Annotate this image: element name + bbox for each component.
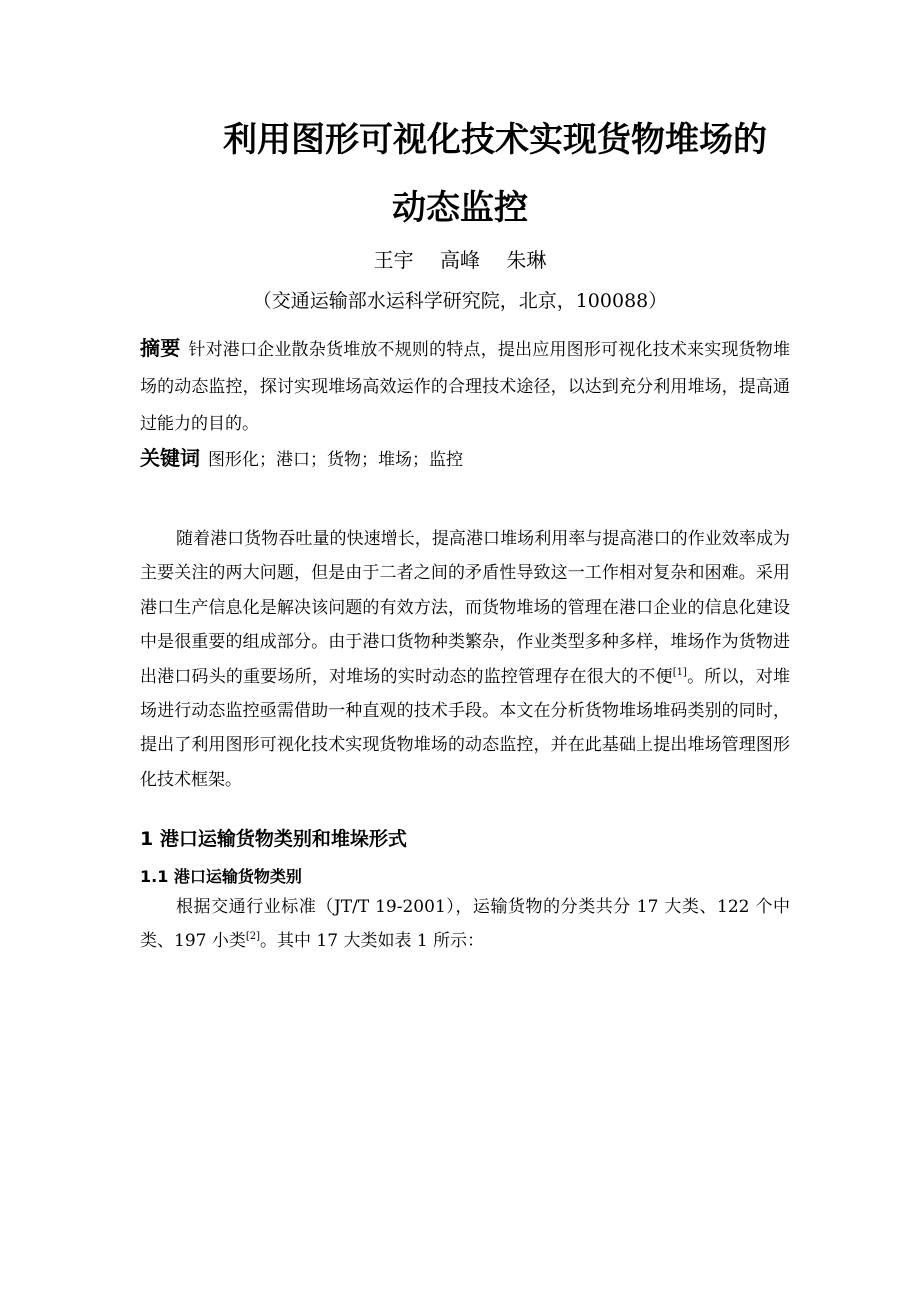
author-name: 高峰 [440,248,480,272]
abstract-text: 针对港口企业散杂货堆放不规则的特点，提出应用图形可视化技术来实现货物堆场的动态监控，探讨实现堆场高效运作的合理技术途径，以达到充分利用堆场，提高通过能力的目的。 [140,340,791,434]
section-1-1-paragraph [140,890,790,958]
intro-text-part-1: 随着港口货物吞吐量的快速增长，提高港口堆场利用率与提高港口的作业效率成为主要关注的两大问题，但是由于二者之间的矛盾性导致这一工作相对复杂和困难。采用港口生产信息化是解决该问题的有效方法，而货物堆场的管理在港口企业的信息化建设中是很重要的组成部分。由于港口货物种类繁杂，作业类型多种多样，堆场作为货物进出港口码头的重要场所，对堆场的实时动态的监控管理存在很大的不便 [140,529,790,687]
affiliation: （交通运输部水运科学研究院，北京，100088） [252,290,668,312]
intro-paragraph [140,522,790,797]
author-name: 朱琳 [506,248,547,272]
paper-title-line-2: 动态监控 [392,188,528,228]
abstract-block [140,330,790,443]
author-name: 王宇 [373,248,414,272]
section-1-1-text-part-1: 根据交通行业标准（JT/T 19-2001），运输货物的分类共分 17 大类、122 个中类、197 小类 [140,897,790,951]
section-1-1-text-part-2: 。其中 17 大类如表 1 所示： [260,931,485,951]
abstract-label: 摘要 [140,336,181,360]
keywords-block [140,440,790,479]
keywords-label: 关键词 [140,446,200,470]
intro-text-part-2: 。所以，对堆场进行动态监控亟需借助一种直观的技术手段。本文在分析货物堆场堆码类别的同时，提出了利用图形可视化技术实现货物堆场的动态监控，并在此基础上提出堆场管理图形化技术框架。 [140,666,791,790]
citation-ref-2: [2] [245,931,261,942]
citation-ref-1: [1] [672,666,687,678]
paper-title-line-1: 利用图形可视化技术实现货物堆场的 [223,120,767,160]
author-list [0,244,920,273]
section-heading-1-1: 1.1 港口运输货物类别 [140,867,302,886]
keywords-text: 图形化；港口；货物；堆场；监控 [208,450,463,470]
section-heading-1: 1 港口运输货物类别和堆垛形式 [140,828,407,850]
